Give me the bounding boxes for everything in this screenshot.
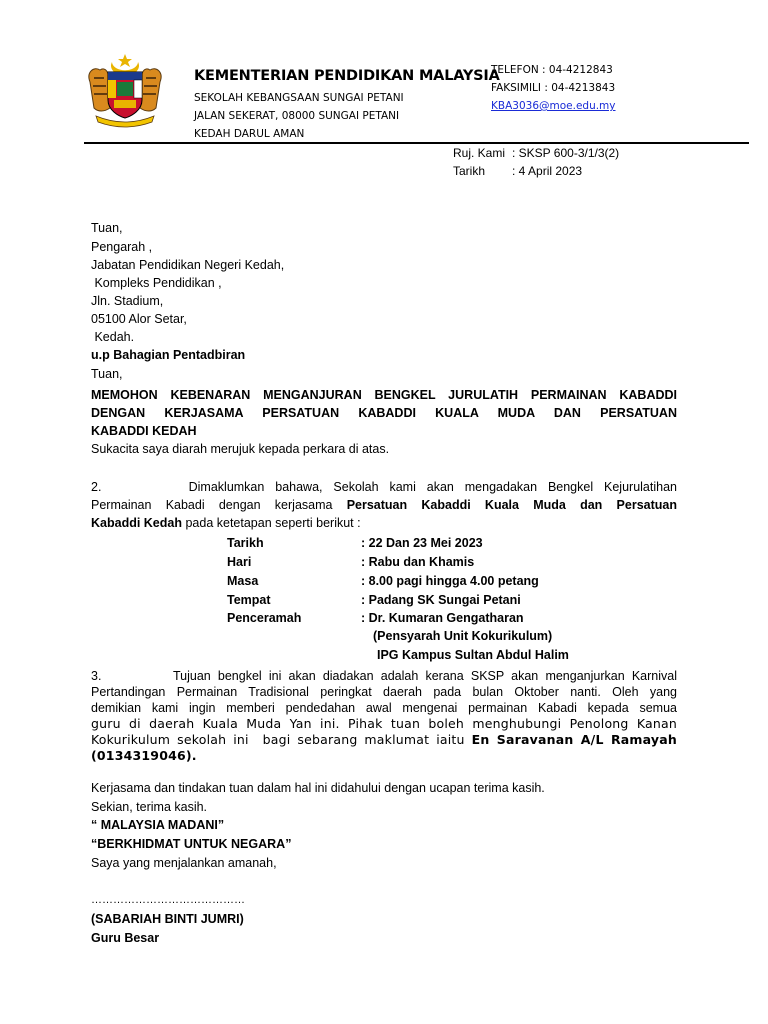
paragraph-line: guru di daerah Kuala Muda Yan ini. Pihak tuan boleh menghubungi Penolong Kanan bbox=[91, 716, 677, 731]
paragraph-2 bbox=[91, 478, 677, 532]
paragraph-line: Pertandingan Permainan Tradisional peringkat daerah pada bulan Oktober nanti. Oleh yang bbox=[91, 685, 677, 699]
closing-line: Kerjasama dan tindakan tuan dalam hal ini didahului dengan ucapan terima kasih. bbox=[91, 781, 545, 795]
paragraph-line bbox=[91, 496, 677, 514]
motto-line: “BERKHIDMAT UNTUK NEGARA” bbox=[91, 837, 292, 851]
school-address-line2: KEDAH DARUL AMAN bbox=[194, 128, 305, 140]
paragraph-bold-text: Kabaddi Kedah bbox=[91, 516, 182, 530]
date-label: Tarikh bbox=[453, 164, 486, 178]
recipient-line: Pengarah , bbox=[91, 240, 153, 254]
speaker-institution: IPG Kampus Sultan Abdul Halim bbox=[377, 648, 569, 662]
detail-label: Tarikh bbox=[227, 536, 264, 550]
recipient-line: Kompleks Pendidikan , bbox=[91, 276, 222, 290]
detail-value: : Padang SK Sungai Petani bbox=[361, 593, 521, 607]
paragraph-bold-text: Persatuan Kabaddi Kuala Muda dan Persatuan bbox=[346, 498, 677, 512]
contact-phone: (0134319046). bbox=[91, 748, 197, 763]
recipient-line: Kedah. bbox=[91, 330, 135, 344]
telephone-number: TELEFON : 04-4212843 bbox=[491, 64, 613, 76]
closing-line: Sekian, terima kasih. bbox=[91, 800, 208, 814]
subject-line: DENGAN KERJASAMA PERSATUAN KABADDI KUALA MUDA DAN PERSATUAN bbox=[91, 406, 677, 420]
detail-value: : 22 Dan 23 Mei 2023 bbox=[361, 536, 483, 550]
malaysia-coat-of-arms-icon bbox=[84, 52, 166, 130]
paragraph-line bbox=[91, 514, 677, 532]
signatory-title: Guru Besar bbox=[91, 931, 160, 945]
closing-line: Saya yang menjalankan amanah, bbox=[91, 856, 277, 870]
reference-value: : SKSP 600-3/1/3(2) bbox=[512, 146, 620, 160]
subject-heading bbox=[91, 386, 677, 440]
school-name: SEKOLAH KEBANGSAAN SUNGAI PETANI bbox=[194, 92, 404, 104]
salutation: Tuan, bbox=[91, 221, 123, 235]
school-address-line1: JALAN SEKERAT, 08000 SUNGAI PETANI bbox=[194, 110, 400, 122]
paragraph-line: demikian kami ingin memberi pendedahan awal mengenai permainan Kabadi kepada semua bbox=[91, 701, 677, 715]
reference-label: Ruj. Kami bbox=[453, 146, 506, 160]
detail-value: : 8.00 pagi hingga 4.00 petang bbox=[361, 574, 539, 588]
detail-value: : Dr. Kumaran Gengatharan bbox=[361, 611, 524, 625]
motto-line: “ MALAYSIA MADANI” bbox=[91, 818, 225, 832]
salutation: Tuan, bbox=[91, 367, 123, 381]
paragraph-line: 2. Dimaklumkan bahawa, Sekolah kami akan mengadakan Bengkel Kejurulatihan bbox=[91, 480, 677, 494]
detail-value: : Rabu dan Khamis bbox=[361, 555, 475, 569]
subject-line: MEMOHON KEBENARAN MENGANJURAN BENGKEL JURULATIH PERMAINAN KABADDI bbox=[91, 388, 677, 402]
signature-line: …………………………………… bbox=[91, 894, 245, 906]
subject-line: KABADDI KEDAH bbox=[91, 424, 197, 438]
recipient-line: Jln. Stadium, bbox=[91, 294, 164, 308]
paragraph-text: pada ketetapan seperti berikut : bbox=[182, 516, 361, 530]
email-link[interactable]: KBA3036@moe.edu.my bbox=[491, 100, 616, 112]
signatory-name: (SABARIAH BINTI JUMRI) bbox=[91, 912, 244, 926]
paragraph-3 bbox=[91, 668, 677, 764]
detail-label: Masa bbox=[227, 574, 259, 588]
paragraph-line bbox=[91, 732, 677, 748]
date-value: : 4 April 2023 bbox=[512, 164, 583, 178]
attention-line: u.p Bahagian Pentadbiran bbox=[91, 348, 246, 362]
detail-label: Tempat bbox=[227, 593, 271, 607]
fax-number: FAKSIMILI : 04-4213843 bbox=[491, 82, 616, 94]
detail-label: Hari bbox=[227, 555, 252, 569]
letterhead-divider bbox=[84, 142, 749, 144]
intro-sentence: Sukacita saya diarah merujuk kepada perkara di atas. bbox=[91, 442, 390, 456]
detail-label: Penceramah bbox=[227, 611, 302, 625]
speaker-position: (Pensyarah Unit Kokurikulum) bbox=[373, 629, 553, 643]
paragraph-text: Kokurikulum sekolah ini bagi sebarang maklumat iaitu bbox=[91, 732, 472, 747]
recipient-line: Jabatan Pendidikan Negeri Kedah, bbox=[91, 258, 285, 272]
paragraph-text: Permainan Kabadi dengan kerjasama bbox=[91, 498, 347, 512]
contact-person-name: En Saravanan A/L Ramayah bbox=[471, 732, 677, 747]
ministry-title: KEMENTERIAN PENDIDIKAN MALAYSIA bbox=[194, 68, 500, 84]
recipient-line: 05100 Alor Setar, bbox=[91, 312, 187, 326]
paragraph-line: 3. Tujuan bengkel ini akan diadakan adalah kerana SKSP akan menganjurkan Karnival bbox=[91, 669, 677, 683]
